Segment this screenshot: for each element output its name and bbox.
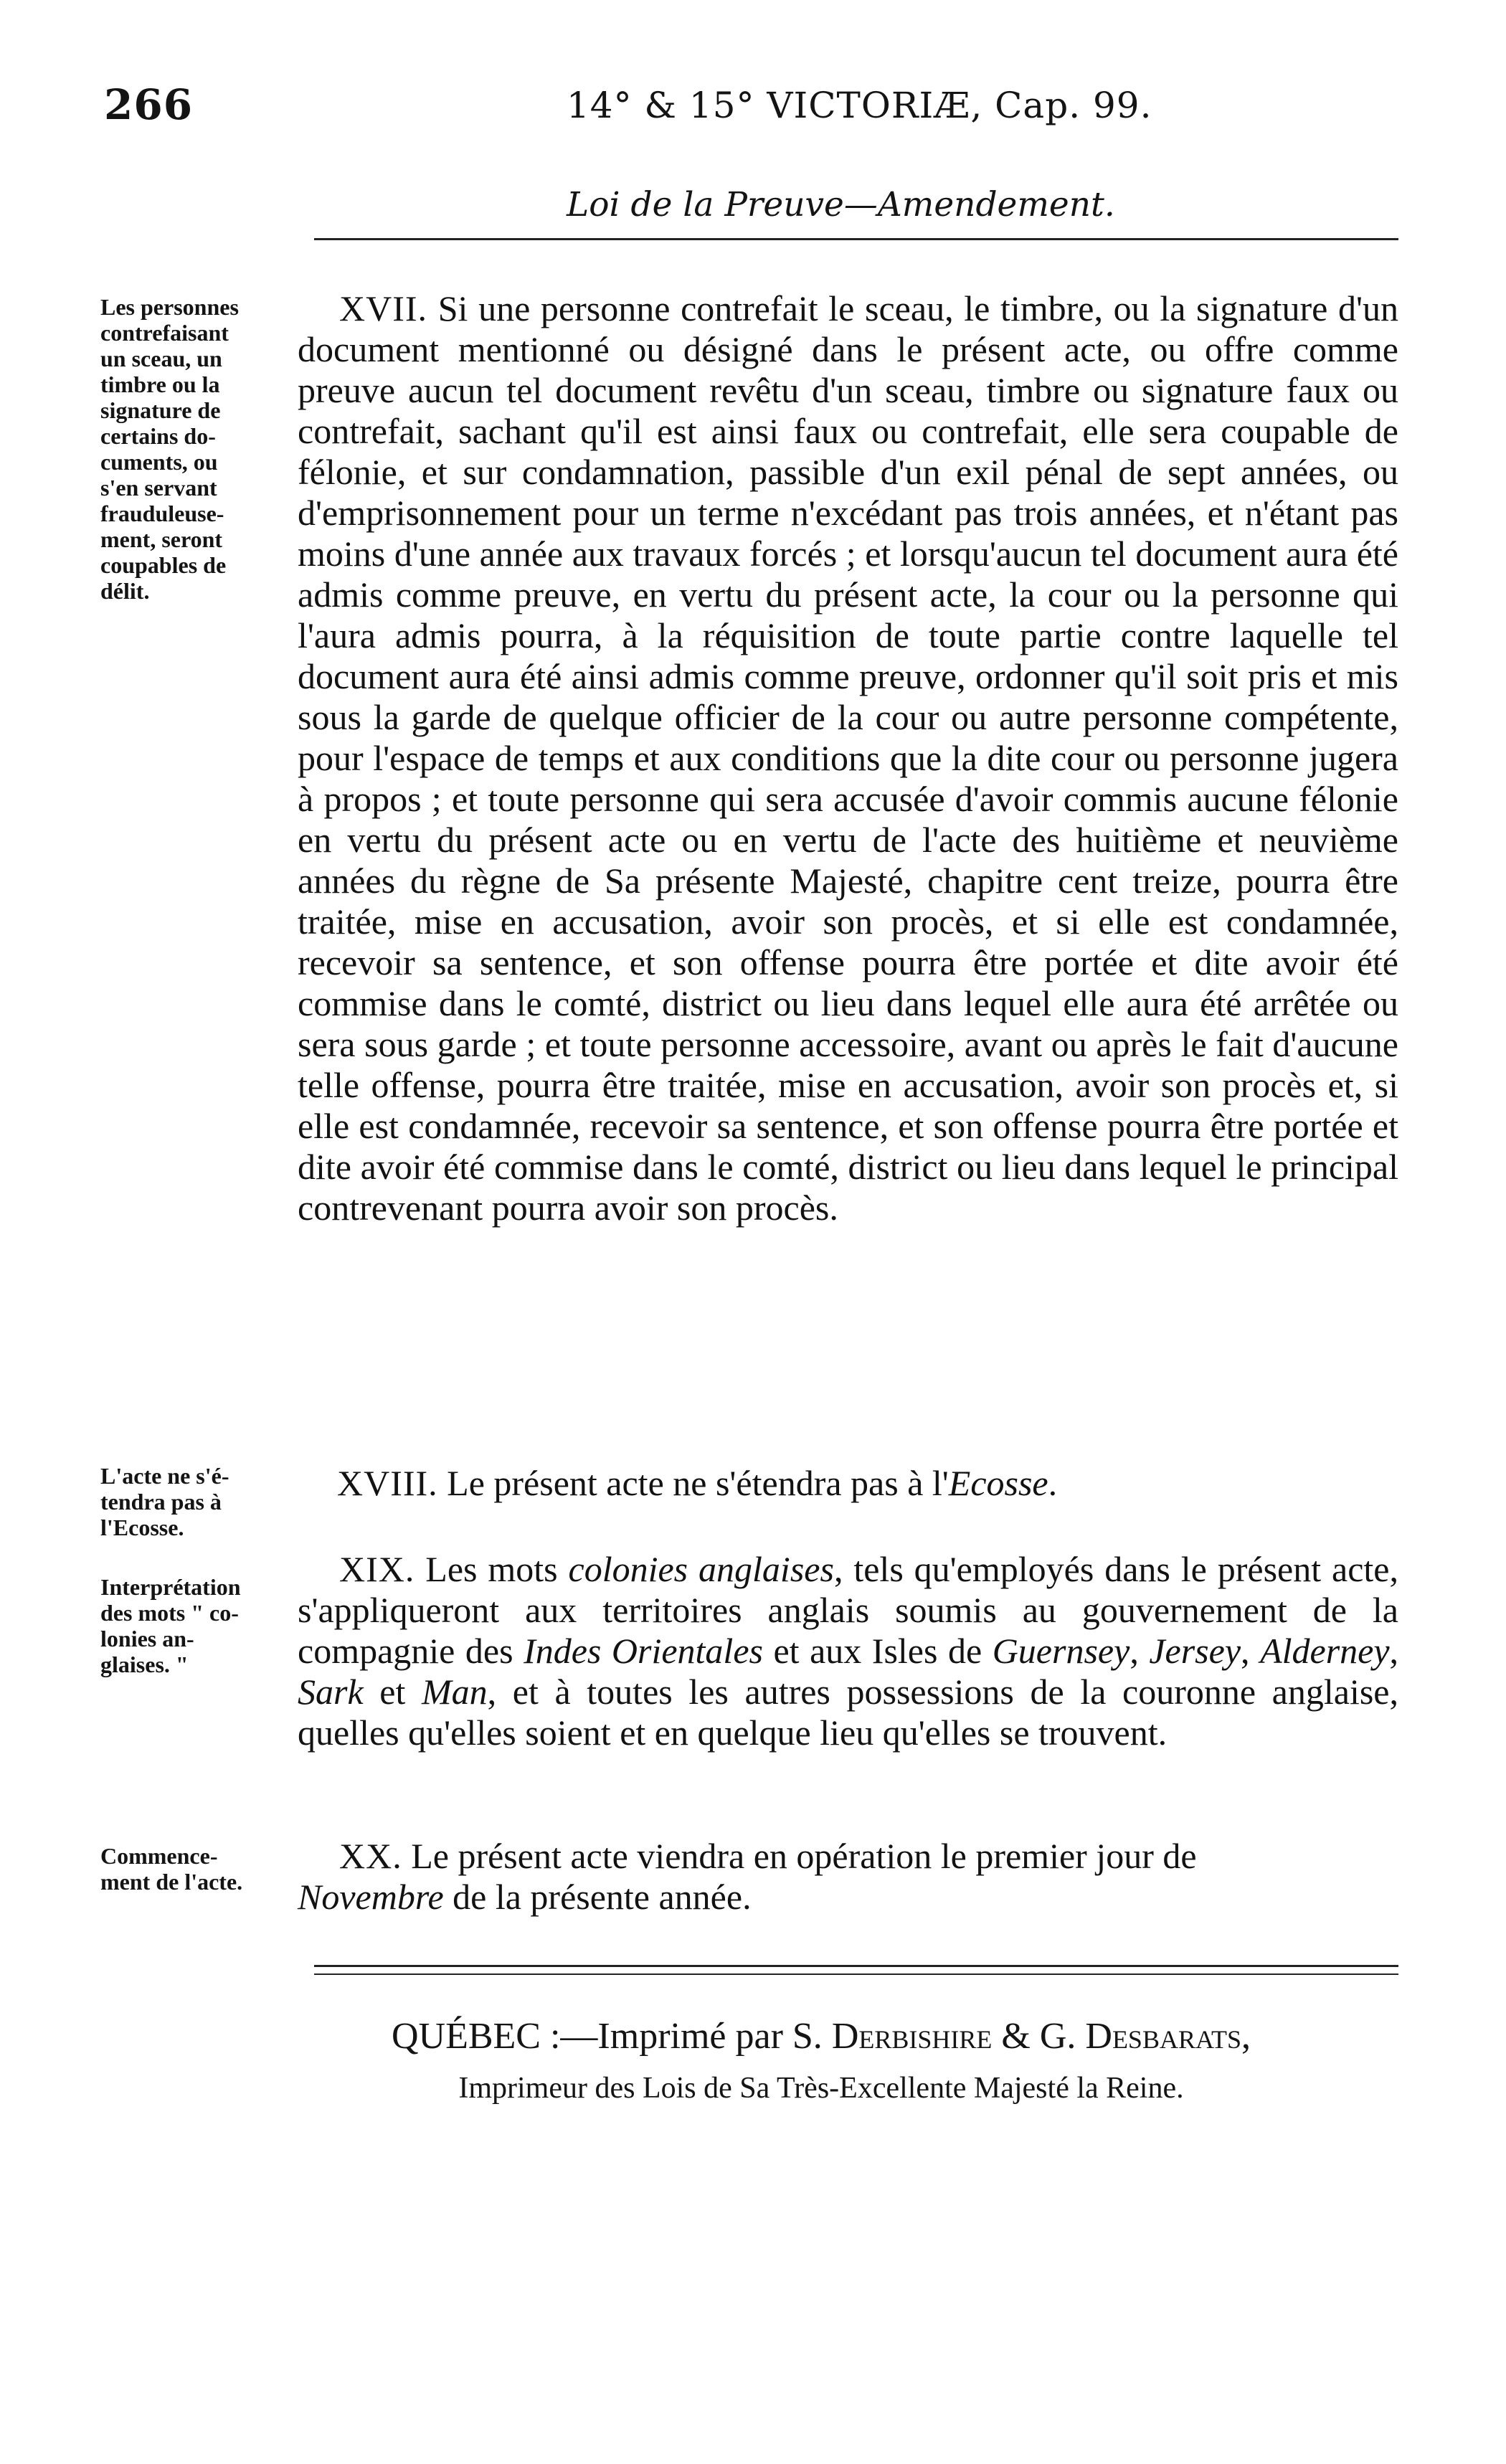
section-19-text: et	[363, 1672, 422, 1712]
footer-rule-top	[314, 1965, 1398, 1967]
section-19-text: et aux Isles de	[762, 1631, 993, 1671]
imprint-line-2: Imprimeur des Lois de Sa Très-Excellente Majesté la Reine.	[458, 2072, 1184, 2105]
section-20-text: Le présent acte viendra en opération le premier jour de	[411, 1836, 1197, 1876]
section-19-text: ,	[1241, 1631, 1261, 1671]
imprint-text: & G.	[992, 2016, 1086, 2057]
section-19-term: Jersey	[1149, 1631, 1241, 1671]
section-17	[298, 288, 1398, 1228]
header-rule	[314, 238, 1398, 240]
section-19-term: Alderney	[1260, 1631, 1390, 1671]
section-19-term: colonies anglaises	[568, 1549, 834, 1589]
section-19-text: , tels qu'employés dans le présent acte, s'appliqueront aux territoires anglais soumis au gouvernement de la compagnie des	[298, 1549, 1398, 1671]
margin-note-section-19: Interprétation des mots " co- lonies an- glaises. "	[100, 1574, 241, 1677]
section-19-text: ,	[1389, 1631, 1399, 1671]
section-18-number: XVIII.	[337, 1463, 438, 1503]
section-19-term: Man	[421, 1672, 488, 1712]
margin-note-section-20: Commence- ment de l'acte.	[100, 1843, 243, 1895]
running-header-subtitle: Loi de la Preuve—Amendement.	[567, 185, 1115, 224]
section-18-text: Le présent acte ne s'étendra pas à l'	[447, 1463, 949, 1503]
section-18-end: .	[1048, 1463, 1058, 1503]
section-19-text: ,	[1130, 1631, 1150, 1671]
page-number: 266	[104, 80, 194, 129]
section-20-text: de la présente année.	[443, 1877, 752, 1917]
footer-rule-bottom	[314, 1973, 1398, 1975]
imprint-text: ,	[1241, 2016, 1251, 2057]
section-19-term: Sark	[298, 1672, 364, 1712]
section-20-month: Novembre	[298, 1877, 444, 1917]
section-19-text: Les mots	[425, 1549, 569, 1589]
imprint-text: QUÉBEC :—Imprimé par S.	[391, 2016, 832, 2057]
margin-note-section-18: L'acte ne s'é- tendra pas à l'Ecosse.	[100, 1463, 229, 1540]
imprint-line-1	[0, 2015, 1506, 2057]
printer-name: Derbishire	[831, 2016, 993, 2057]
section-19	[298, 1549, 1398, 1753]
section-19-number: XIX.	[339, 1549, 415, 1589]
section-20-number: XX.	[339, 1836, 402, 1876]
section-17-text: Si une personne contrefait le sceau, le timbre, ou la signature d'un document mentionné ou désigné dans le présent acte, ou offre comme preuve aucun tel document revêtu d'un sceau, timbre ou signature faux ou contrefait, sachant qu'il est ainsi faux ou contrefait, elle sera coupable de félonie, et sur condamnation, passible d'un exil pénal de sept années, ou d'emprisonnement pour un terme n'excédant pas trois années, et n'étant pas moins d'une année aux travaux forcés ; et lorsqu'aucun tel document aura été admis comme preuve, en vertu du présent acte, la cour ou la personne qui l'aura admis pourra, à la réquisition de toute partie contre laquelle tel document aura été ainsi admis comme preuve, ordonner qu'il soit pris et mis sous la garde de quelque officier de la cour ou autre personne compétente, pour l'espace de temps et aux conditions que la dite cour ou personne jugera à propos ; et toute personne qui sera accusée d'avoir commis aucune félonie en vertu du présent acte ou en vertu de l'acte des huitième et neuvième années du règne de Sa présente Majesté, chapitre cent treize, pourra être traitée, mise en accusation, avoir son procès, et si elle est condamnée, recevoir sa sentence, et son offense pourra être portée et dite avoir été commise dans le comté, district ou lieu dans lequel elle aura été arrêtée ou sera sous garde ; et toute personne accessoire, avant ou après le fait d'aucune telle offense, pourra être traitée, mise en accusation, avoir son procès et, si elle est condamnée, recevoir sa sentence, et son offense pourra être portée et dite avoir été commise dans le comté, district ou lieu dans lequel le principal contrevenant pourra avoir son procès.	[298, 288, 1399, 1228]
section-18-place: Ecosse	[948, 1463, 1048, 1503]
running-header-title: 14° & 15° VICTORIÆ, Cap. 99.	[567, 85, 1152, 126]
section-17-number: XVII.	[339, 288, 428, 328]
section-19-term: Indes Orientales	[524, 1631, 763, 1671]
section-19-term: Guernsey	[992, 1631, 1130, 1671]
printer-name: Desbarats	[1085, 2016, 1241, 2057]
section-19-text: , et à toutes les autres possessions de la couronne anglaise, quelles qu'elles soient et en quelque lieu qu'elles se trouvent.	[298, 1672, 1398, 1753]
section-18	[337, 1463, 1398, 1504]
section-20	[298, 1836, 1398, 1918]
margin-note-section-17: Les personnes contrefaisant un sceau, un timbre ou la signature de certains do- cuments, ou s'en servant frauduleuse- ment, seront coupables de délit.	[100, 294, 239, 604]
